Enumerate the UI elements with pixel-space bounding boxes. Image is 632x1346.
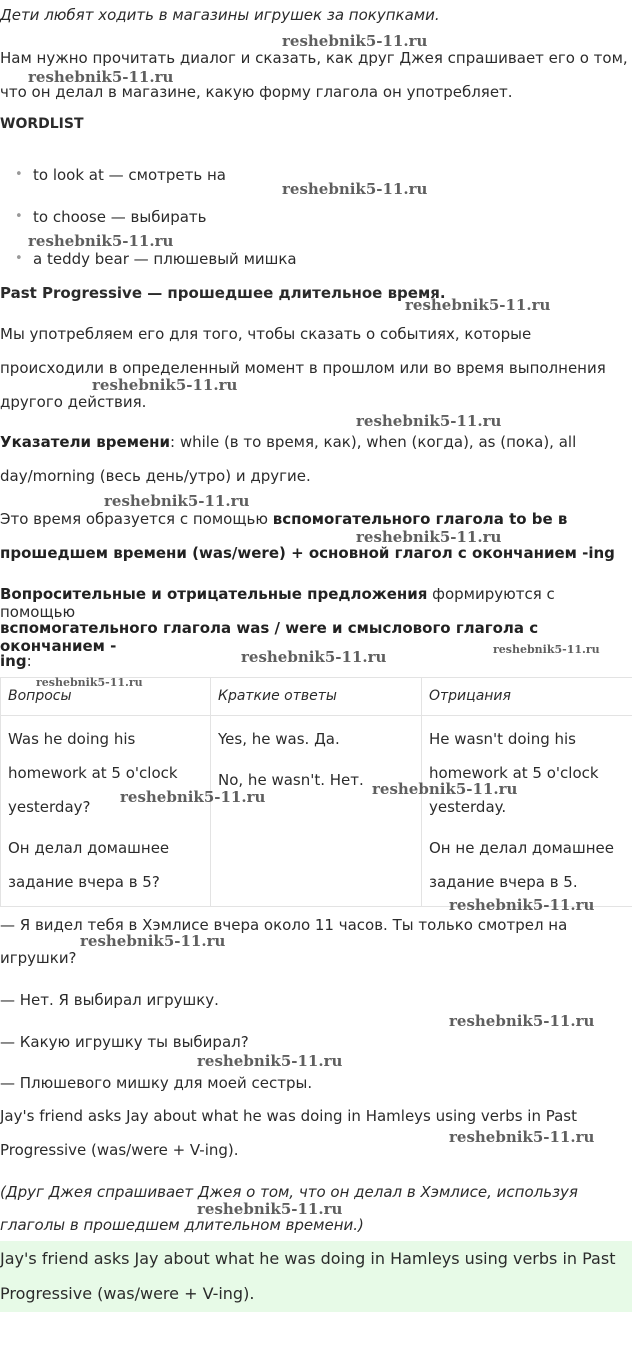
- answer-line-1: Jay's friend asks Jay about what he was doing in Hamleys using verbs in Past: [0, 1249, 616, 1268]
- cell-line: Он делал домашнее: [8, 839, 170, 857]
- watermark: reshebnik5-11.ru: [356, 528, 502, 546]
- grammar-desc-2: происходили в определенный момент в прошлом или во время выполнения: [0, 359, 606, 377]
- summary-ru-2: глаголы в прошедшем длительном времени.): [0, 1216, 364, 1234]
- answer-box: [0, 1241, 632, 1312]
- grammar-desc-3: другого действия.: [0, 393, 147, 411]
- cell-line: задание вчера в 5?: [8, 873, 160, 891]
- cell-line: yesterday?: [8, 798, 91, 816]
- table-header-questions: Вопросы: [1, 678, 211, 716]
- time-markers-line-2: day/morning (весь день/утро) и другие.: [0, 467, 311, 485]
- formation-line-2: [0, 544, 615, 562]
- watermark: reshebnik5-11.ru: [449, 896, 595, 914]
- questions-line-1: [0, 585, 632, 621]
- formation-line-1: [0, 510, 567, 528]
- dialogue-line-2: — Нет. Я выбирал игрушку.: [0, 991, 219, 1009]
- time-markers-line-1: [0, 433, 576, 451]
- wordlist: [0, 160, 297, 286]
- wordlist-title: WORDLIST: [0, 116, 84, 132]
- cell-line: Was he doing his: [8, 730, 136, 748]
- cell-line: Он не делал домашнее: [429, 839, 614, 857]
- intro-line-2: что он делал в магазине, какую форму глагола он употребляет.: [0, 83, 513, 101]
- time-markers-text: : while (в то время, как), when (когда), as (пока), all: [170, 433, 577, 451]
- formation-bold-2: прошедшем времени (was/were) + основной глагол с окончанием -ing: [0, 544, 615, 562]
- cell-question: [1, 716, 211, 907]
- questions-bold-2: вспомогательного глагола was / were и смыслового глагола с окончанием -: [0, 619, 539, 655]
- cell-line: homework at 5 o'clock: [8, 764, 178, 782]
- questions-text: формируются с помощью: [0, 585, 555, 621]
- watermark: reshebnik5-11.ru: [80, 932, 226, 950]
- formation-bold: вспомогательного глагола to be в: [272, 510, 568, 528]
- summary-ru-1: (Друг Джея спрашивает Джея о том, что он делал в Хэмлисе, используя: [0, 1183, 578, 1201]
- watermark: reshebnik5-11.ru: [28, 68, 174, 86]
- dialogue-line-3: — Какую игрушку ты выбирал?: [0, 1033, 249, 1051]
- watermark: reshebnik5-11.ru: [28, 232, 174, 250]
- dialogue-line-4: — Плюшевого мишку для моей сестры.: [0, 1074, 313, 1092]
- table-row: [1, 716, 632, 907]
- watermark: reshebnik5-11.ru: [197, 1200, 343, 1218]
- watermark: reshebnik5-11.ru: [449, 1012, 595, 1030]
- answer-line-2: Progressive (was/were + V-ing).: [0, 1284, 255, 1303]
- intro-heading: Дети любят ходить в магазины игрушек за покупками.: [0, 6, 440, 24]
- cell-line: No, he wasn't. Нет.: [218, 771, 364, 789]
- summary-en-1: Jay's friend asks Jay about what he was doing in Hamleys using verbs in Past: [0, 1107, 577, 1125]
- formation-prefix: Это время образуется с помощью: [0, 510, 273, 528]
- time-markers-label: Указатели времени: [0, 433, 171, 451]
- grammar-desc-1: Мы употребляем его для того, чтобы сказать о событиях, которые: [0, 325, 532, 343]
- grammar-table: [0, 677, 632, 907]
- watermark: reshebnik5-11.ru: [197, 1052, 343, 1070]
- cell-line: Yes, he was. Да.: [218, 730, 340, 748]
- cell-line: homework at 5 o'clock: [429, 764, 599, 782]
- watermark: reshebnik5-11.ru: [282, 180, 428, 198]
- cell-line: He wasn't doing his: [429, 730, 576, 748]
- wordlist-item: • to look at — смотреть на: [0, 160, 297, 202]
- intro-line-1: Нам нужно прочитать диалог и сказать, как друг Джея спрашивает его о том,: [0, 49, 628, 67]
- watermark: reshebnik5-11.ru: [120, 788, 266, 806]
- questions-bold: Вопросительные и отрицательные предложения: [0, 585, 428, 603]
- watermark: reshebnik5-11.ru: [36, 676, 143, 689]
- summary-en-2: Progressive (was/were + V-ing).: [0, 1141, 239, 1159]
- table-header-negations: Отрицания: [422, 678, 632, 716]
- wordlist-item: • a teddy bear — плюшевый мишка: [0, 244, 297, 286]
- watermark: reshebnik5-11.ru: [356, 412, 502, 430]
- cell-short-answers: [211, 716, 422, 907]
- table-header-answers: Краткие ответы: [211, 678, 422, 716]
- dialogue-line-1a: — Я видел тебя в Хэмлисе вчера около 11 часов. Ты только смотрел на: [0, 916, 568, 934]
- grammar-title: Past Progressive — прошедшее длительное время.: [0, 284, 446, 302]
- questions-line-3: [0, 652, 32, 670]
- watermark: reshebnik5-11.ru: [449, 1128, 595, 1146]
- dialogue-line-1b: игрушки?: [0, 949, 77, 967]
- cell-line: задание вчера в 5.: [429, 873, 578, 891]
- watermark: reshebnik5-11.ru: [282, 32, 428, 50]
- watermark: reshebnik5-11.ru: [405, 296, 551, 314]
- watermark: reshebnik5-11.ru: [372, 780, 518, 798]
- watermark: reshebnik5-11.ru: [104, 492, 250, 510]
- wordlist-item: • to choose — выбирать: [0, 202, 297, 244]
- watermark: reshebnik5-11.ru: [493, 643, 600, 656]
- questions-colon: :: [26, 652, 32, 670]
- watermark: reshebnik5-11.ru: [92, 376, 238, 394]
- watermark: reshebnik5-11.ru: [241, 648, 387, 666]
- questions-bold-3: ing: [0, 652, 27, 670]
- cell-line: yesterday.: [429, 798, 507, 816]
- cell-negation: [422, 716, 632, 907]
